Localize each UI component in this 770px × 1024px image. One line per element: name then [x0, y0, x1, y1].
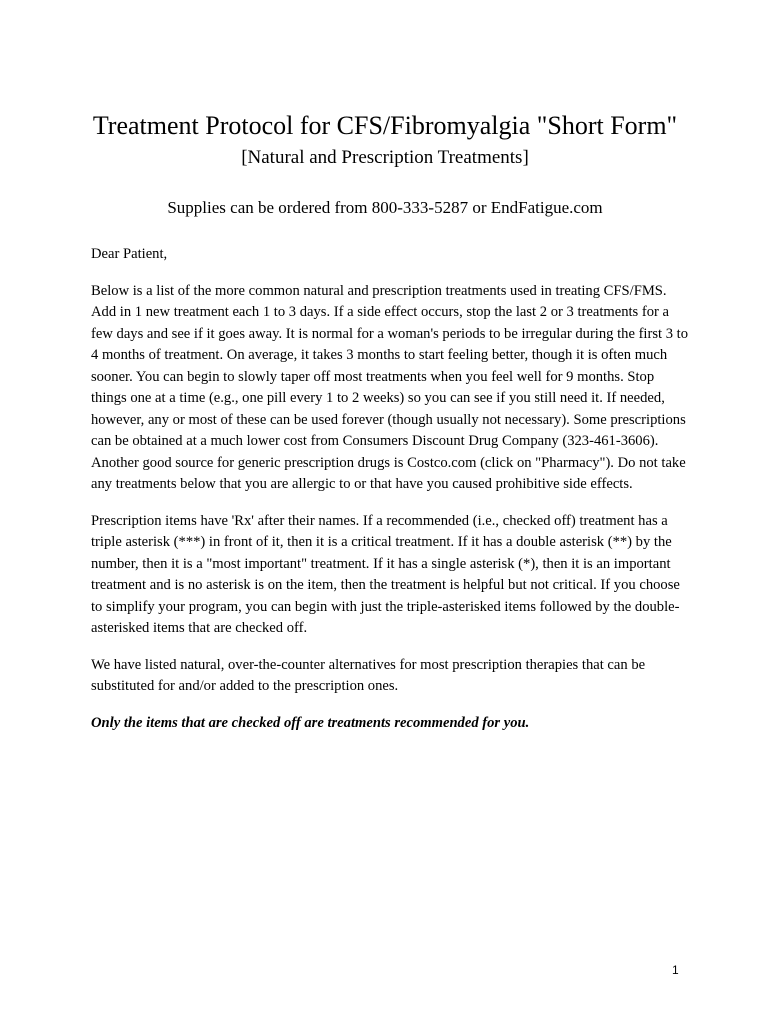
- paragraph-alternatives: We have listed natural, over-the-counter alternatives for most prescription therapies that can be substituted for and/or added to the prescription ones.: [91, 656, 646, 694]
- document-subtitle: [Natural and Prescription Treatments]: [241, 147, 529, 168]
- paragraph-asterisk-legend: Prescription items have 'Rx' after their names. If a recommended (i.e., checked off) treatment has a triple asterisk (***) in front of it, then it is a critical treatment. If it has a double asterisk (**) by the number, then it is a "most important" treatment. If it has a single asterisk (*), then it is an important treatment and is no asterisk is on the item, then the treatment is helpful but not critical. If you choose to simplify your program, you can begin with just the triple-asterisked items followed by the double-asterisked items that are checked off.: [91, 512, 680, 636]
- letter-body: [91, 244, 691, 734]
- document-title: Treatment Protocol for CFS/Fibromyalgia "Short Form": [92, 111, 678, 140]
- page-number: 1: [672, 963, 679, 977]
- greeting: Dear Patient,: [91, 246, 168, 262]
- paragraph-instructions: Below is a list of the more common natural and prescription treatments used in treating CFS/FMS. Add in 1 new treatment each 1 to 3 days. If a side effect occurs, stop the last 2 or 3 treatments for a few days and see if it goes away. It is normal for a woman's periods to be irregular during the first 3 to 4 months of treatment. On average, it takes 3 months to start feeling better, though it is often much sooner. You can begin to slowly taper off most treatments when you feel well for 9 months. Stop things one at a time (e.g., one pill every 1 to 2 weeks) so you can see if you still need it. If needed, however, any or most of these can be used forever (though usually not necessary). Some prescriptions can be obtained at a much lower cost from Consumers Discount Drug Company (323-461-3606). Another good source for generic prescription drugs is Costco.com (click on "Pharmacy"). Do not take any treatments below that you are allergic to or that have you caused prohibitive side effects.: [91, 282, 689, 492]
- emphasis-note: Only the items that are checked off are treatments recommended for you.: [91, 714, 530, 731]
- supplies-line: Supplies can be ordered from 800-333-5287 or EndFatigue.com: [167, 198, 603, 217]
